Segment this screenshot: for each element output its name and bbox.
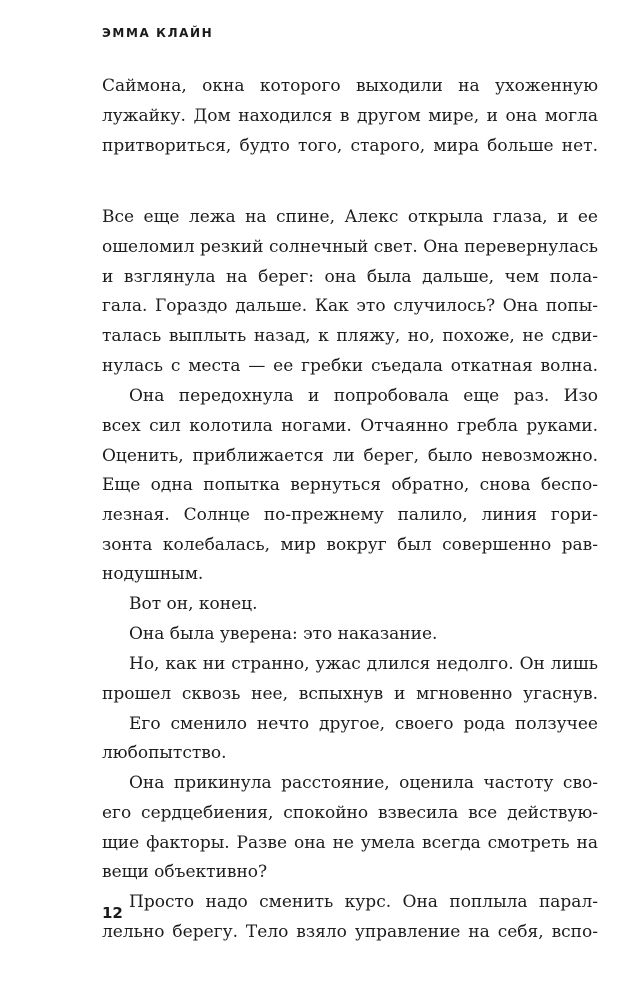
text-line: щие факторы. Разве она не умела всегда смотреть на xyxy=(102,833,598,853)
text-line: Саймона, окна которого выходили на ухоженную xyxy=(102,76,598,96)
page-number: 12 xyxy=(102,904,123,922)
text-line: лезная. Солнце по-прежнему палило, линия гори- xyxy=(102,505,598,525)
text-line: Еще одна попытка вернуться обратно, снова беспо- xyxy=(102,475,598,495)
text-line: любопытство. xyxy=(102,743,227,763)
text-line: всех сил колотила ногами. Отчаянно гребла руками. xyxy=(102,416,598,436)
text-line: Просто надо сменить курс. Она поплыла парал- xyxy=(129,892,598,912)
text-line: Его сменило нечто другое, своего рода ползучее xyxy=(129,714,598,734)
text-line: Она была уверена: это наказание. xyxy=(129,624,438,644)
text-line: Она передохнула и попробовала еще раз. Изо xyxy=(129,386,598,406)
text-line: Вот он, конец. xyxy=(129,594,258,614)
text-line: лужайку. Дом находился в другом мире, и она могла xyxy=(102,106,598,126)
text-line: зонта колебалась, мир вокруг был совершенно рав- xyxy=(102,535,598,555)
running-head: ЭММА КЛАЙН xyxy=(102,26,214,40)
text-line: гала. Гораздо дальше. Как это случилось? Она попы- xyxy=(102,296,598,316)
text-line: и взглянула на берег: она была дальше, чем пола- xyxy=(102,267,598,287)
text-line: притвориться, будто того, старого, мира больше нет. xyxy=(102,136,598,156)
text-line: Но, как ни странно, ужас длился недолго. Он лишь xyxy=(129,654,598,674)
text-line: нулась с места — ее гребки съедала откатная волна. xyxy=(102,356,598,376)
text-line: вещи объективно? xyxy=(102,862,268,882)
text-line: прошел сквозь нее, вспыхнув и мгновенно угаснув. xyxy=(102,684,598,704)
text-line: ошеломил резкий солнечный свет. Она перевернулась xyxy=(102,237,598,257)
text-line: нодушным. xyxy=(102,564,204,584)
text-line: его сердцебиения, спокойно взвесила все действую- xyxy=(102,803,598,823)
text-line: Оценить, приближается ли берег, было невозможно. xyxy=(102,446,598,466)
text-line: Все еще лежа на спине, Алекс открыла глаза, и ее xyxy=(102,207,598,227)
text-line: Она прикинула расстояние, оценила частоту сво- xyxy=(129,773,598,793)
text-line: лельно берегу. Тело взяло управление на себя, вспо- xyxy=(102,922,598,942)
text-line: талась выплыть назад, к пляжу, но, похоже, не сдви- xyxy=(102,326,598,346)
